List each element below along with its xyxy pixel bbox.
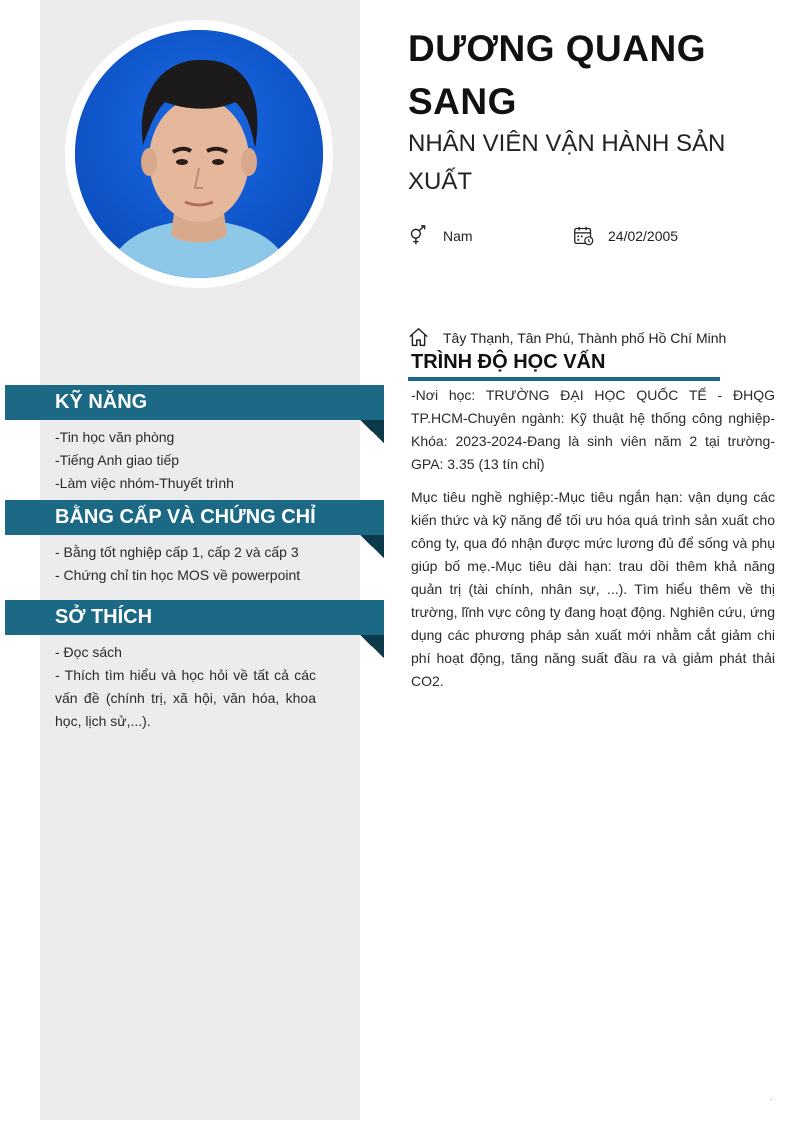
avatar <box>75 30 323 278</box>
avatar-frame <box>65 20 333 288</box>
candidate-name: DƯƠNG QUANG SANG <box>408 28 706 122</box>
skill-item: -Tiếng Anh giao tiếp <box>55 452 180 468</box>
skills-ribbon-fold <box>360 420 384 443</box>
career-objective: Mục tiêu nghề nghiệp:-Mục tiêu ngắn hạn: vận dụng các kiến thức và kỹ năng để tối ưu hóa quá trình sản xuất cho công ty, qua đó nhận được mức lương đủ để sống và phụ giúp bố mẹ.-Mục tiêu dài hạn: trau dồi thêm khả năng quản trị (tài chính, nhân sự, ...). Tìm hiểu thêm về thị trường, lĩnh vực công ty đang hoạt động. Nghiên cứu, ứng dụng các phương pháp sản xuất mới nhằm cắt giảm chi phí hoạt động, tăng năng suất đầu ra và giảm phát thải CO2. <box>411 489 775 689</box>
address-value: Tây Thạnh, Tân Phú, Thành phố Hồ Chí Minh <box>443 329 727 346</box>
certificates-heading: BẰNG CẤP VÀ CHỨNG CHỈ <box>5 500 384 535</box>
hobby-item: - Đọc sách <box>55 644 122 660</box>
hobbies-ribbon-fold <box>360 635 384 658</box>
calendar-icon <box>573 225 594 246</box>
hobby-item: - Thích tìm hiểu và học hỏi về tất cả các vấn đề (chính trị, xã hội, văn hóa, khoa học, lịch sử,...). <box>55 667 316 729</box>
certificate-item: - Bằng tốt nghiệp cấp 1, cấp 2 và cấp 3 <box>55 544 299 560</box>
job-title: NHÂN VIÊN VẬN HÀNH SẢN XUẤT <box>408 130 726 195</box>
certificates-list <box>55 541 316 587</box>
certificates-ribbon-fold <box>360 535 384 558</box>
skills-heading: KỸ NĂNG <box>5 385 384 420</box>
address-info <box>408 327 726 348</box>
hobbies-list <box>55 641 316 733</box>
skill-item: -Làm việc nhóm-Thuyết trình <box>55 475 234 491</box>
birthday-value: 24/02/2005 <box>608 227 679 244</box>
gender-info <box>408 225 473 246</box>
portrait-photo <box>75 30 323 278</box>
skill-item: -Tin học văn phòng <box>55 429 175 445</box>
hobbies-heading: SỞ THÍCH <box>5 600 384 635</box>
footer-mark: . <box>770 1093 773 1102</box>
birthday-info <box>573 225 678 246</box>
skills-list <box>55 426 316 495</box>
gender-icon <box>408 225 429 246</box>
education-heading: TRÌNH ĐỘ HỌC VẤN <box>411 351 606 373</box>
certificate-item: - Chứng chỉ tin học MOS về powerpoint <box>55 567 301 583</box>
education-details: -Nơi học: TRƯỜNG ĐẠI HỌC QUỐC TẾ - ĐHQG TP.HCM-Chuyên ngành: Kỹ thuật hệ thống công nghiệp-Khóa: 2023-2024-Đang là sinh viên năm 2 tại trường-GPA: 3.35 (13 tín chỉ) <box>411 387 775 472</box>
education-divider <box>408 377 720 381</box>
gender-value: Nam <box>443 227 473 244</box>
home-icon <box>408 327 429 348</box>
